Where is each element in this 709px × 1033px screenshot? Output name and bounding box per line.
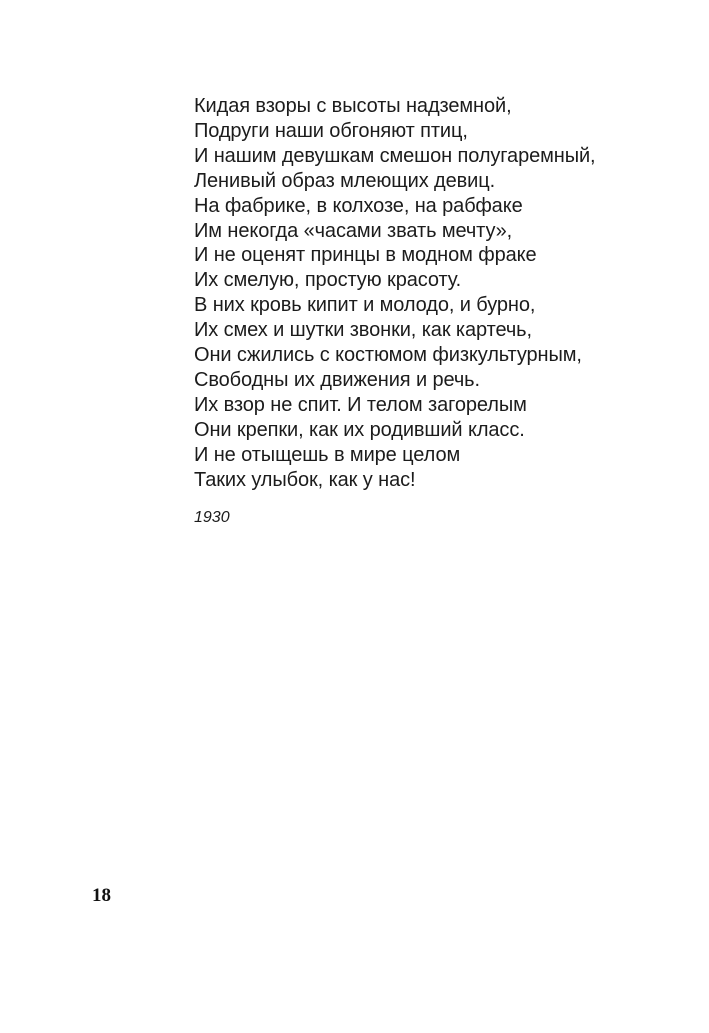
poem-line: Таких улыбок, как у нас! [194,468,416,491]
poem-line: И не отыщешь в мире целом [194,443,461,466]
poem-line: На фабрике, в колхозе, на рабфаке [194,194,523,217]
poem-line: Подруги наши обгоняют птиц, [194,119,468,142]
poem-line: Они сжились с костюмом физкультурным, [194,344,582,367]
poem-line: Их смелую, простую красоту. [194,269,462,292]
poem-text [194,94,596,493]
poem-line: Они крепки, как их родивший класс. [194,418,525,441]
poem-line: И не оценят принцы в модном фраке [194,244,537,267]
poem-line: Их смех и шутки звонки, как картечь, [194,319,532,342]
poem-year: 1930 [194,509,230,526]
page-number: 18 [92,885,111,906]
poem-line: Кидая взоры с высоты надземной, [194,95,512,117]
poem-line: В них кровь кипит и молодо, и бурно, [194,294,536,317]
poem-line: Ленивый образ млеющих девиц. [194,169,496,192]
poem-line: Свободны их движения и речь. [194,368,480,391]
poem-line: Их взор не спит. И телом загорелым [194,393,527,416]
poem-line: И нашим девушкам смешон полугаремный, [194,144,596,167]
poem-line: Им некогда «часами звать мечту», [194,219,513,242]
